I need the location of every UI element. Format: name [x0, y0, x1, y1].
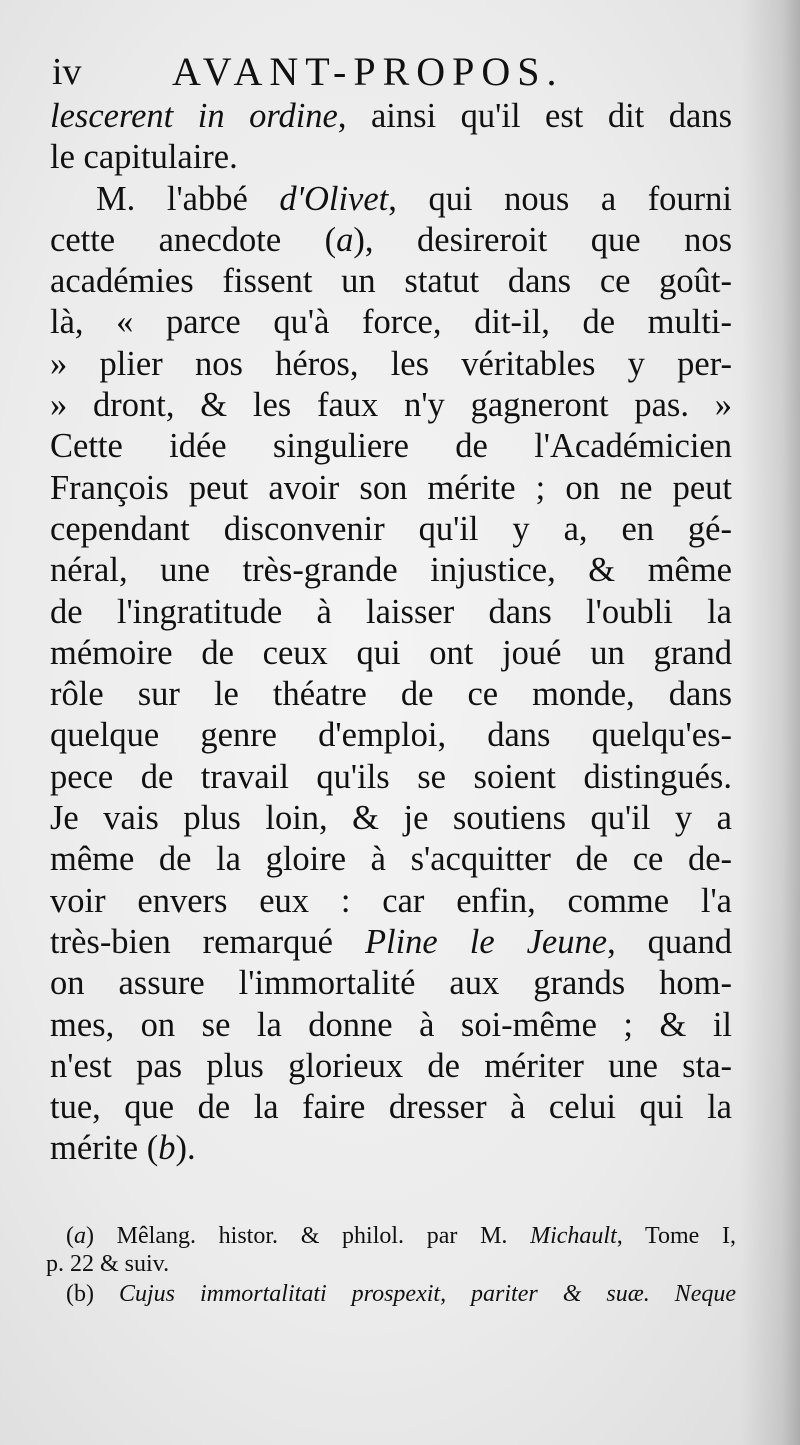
text-line: mémoire de ceux qui ont joué un grand [50, 633, 732, 672]
text-line: cette anecdote (a), desireroit que nos [50, 220, 732, 259]
text-line: très-bien remarqué Pline le Jeune, quand [50, 922, 732, 961]
text-line: cependant disconvenir qu'il y a, en gé- [50, 509, 732, 548]
footnotes [46, 1222, 736, 1308]
text-line: là, « parce qu'à force, dit-il, de multi- [50, 303, 732, 342]
text-line: tue, que de la faire dresser à celui qui la [50, 1088, 732, 1127]
text-line: pece de travail qu'ils se soient distingués. [50, 757, 732, 796]
text-line: quelque genre d'emploi, dans quelqu'es- [50, 716, 732, 755]
text-line: François peut avoir son mérite ; on ne peut [50, 468, 732, 507]
text-line: le capitulaire. [50, 138, 238, 177]
text-line: voir envers eux : car enfin, comme l'a [50, 881, 732, 920]
footnote-b: (b) Cujus immortalitati prospexit, pariter & suæ. Neque [66, 1281, 736, 1307]
page-edge-shadow [740, 0, 800, 1445]
running-head: AVANT-PROPOS. [172, 49, 564, 94]
text-line: Je vais plus loin, & je soutiens qu'il y a [50, 799, 732, 838]
text-line: M. l'abbé d'Olivet, qui nous a fourni [96, 179, 733, 218]
text-line: n'est pas plus glorieux de mériter une sta- [50, 1046, 732, 1085]
page-number: iv [52, 51, 82, 93]
text-line: » dront, & les faux n'y gagneront pas. » [50, 386, 732, 425]
text-line: de l'ingratitude à laisser dans l'oubli la [50, 592, 732, 631]
text-line: mes, on se la donne à soi-même ; & il [50, 1005, 732, 1044]
text-line: rôle sur le théatre de ce monde, dans [50, 675, 732, 714]
footnote-a-continued: p. 22 & suiv. [46, 1251, 170, 1277]
text-line: » plier nos héros, les véritables y per- [50, 344, 732, 383]
main-text [50, 96, 732, 1170]
page-header [52, 42, 732, 98]
text-line: académies fissent un statut dans ce goût- [50, 262, 732, 301]
text-line: lescerent in ordine, ainsi qu'il est dit dans [50, 97, 733, 135]
text-line: mérite (b). [50, 1129, 196, 1168]
footnote-a: (a) Mêlang. histor. & philol. par M. Michault, Tome I, [66, 1223, 736, 1249]
text-line: même de la gloire à s'acquitter de ce de- [50, 840, 732, 879]
text-line: néral, une très-grande injustice, & même [50, 551, 732, 590]
text-line: Cette idée singuliere de l'Académicien [50, 427, 732, 466]
text-line: on assure l'immortalité aux grands hom- [50, 964, 732, 1003]
